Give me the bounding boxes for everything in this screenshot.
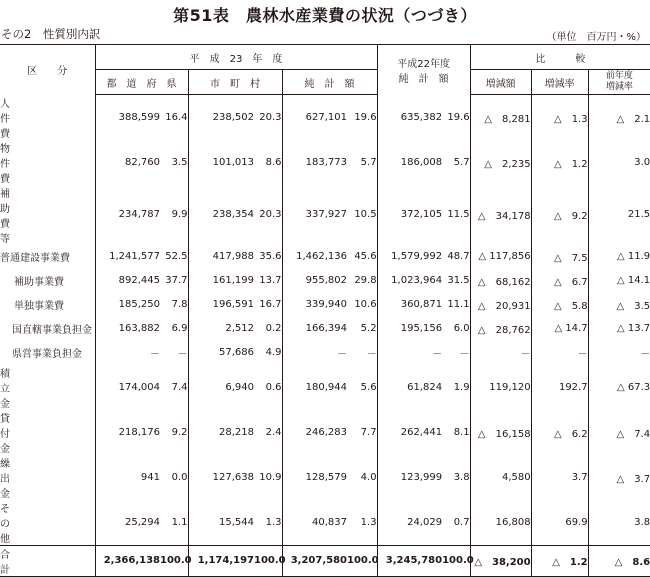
table-row — [0, 410, 650, 455]
cell-diff: △ 34,178 — [470, 185, 531, 245]
table-row — [0, 185, 650, 245]
cell-rate: － — [531, 341, 588, 365]
cell-h22-pct: 11.1 — [447, 299, 470, 310]
cell-h22: － — [377, 341, 442, 365]
header-h23: 平 成 23 年 度 — [95, 45, 377, 70]
cell-muni-pct: 0.6 — [265, 381, 282, 393]
cell-muni: 15,544 — [188, 500, 254, 546]
row-label: 国直轄事業負担金 — [12, 325, 92, 336]
cell-pref-pct: 9.2 — [171, 426, 188, 438]
table-row — [0, 500, 650, 546]
row-label-text: 物 件 費 — [0, 143, 10, 185]
header-net: 純 計 額 — [282, 70, 377, 95]
cell-h22-pct: 11.5 — [447, 209, 470, 220]
cell-net-pct: － — [366, 349, 377, 360]
cell-h22: 195,156 — [377, 317, 442, 341]
cell-muni-pct: 20.3 — [259, 209, 282, 220]
row-label — [0, 410, 95, 455]
cell-net-pct: 5.7 — [360, 156, 377, 168]
cell-net-pct: 4.0 — [360, 471, 377, 483]
row-label-text: 補 助 費 等 — [0, 188, 10, 245]
header-muni: 市 町 村 — [188, 70, 282, 95]
row-label — [0, 185, 95, 245]
cell-muni-pct: 1.3 — [265, 516, 282, 528]
cell-h22-pct: 100.0 — [442, 545, 470, 576]
cell-h22-pct: － — [459, 349, 470, 360]
cell-prev: △ 11.9 — [588, 245, 650, 269]
cell-muni: 238,354 — [188, 185, 254, 245]
cell-prev: 3.0 — [588, 140, 650, 185]
cell-muni-pct: 100.0 — [254, 545, 282, 576]
cell-muni-pct: 2.4 — [265, 426, 282, 438]
cell-rate: 3.7 — [531, 455, 588, 500]
row-label-text: 合 計 — [0, 549, 10, 576]
table-row — [0, 293, 650, 317]
cell-net: 1,462,136 — [282, 245, 347, 269]
cell-muni: 2,512 — [188, 317, 254, 341]
cell-net: 40,837 — [282, 500, 347, 546]
cell-rate: △ 1.2 — [531, 545, 588, 576]
cell-diff: △ 20,931 — [470, 293, 531, 317]
row-label-text: 繰 出 金 — [0, 458, 10, 500]
total-row — [0, 545, 650, 576]
cell-muni: 1,174,197 — [188, 545, 254, 576]
cell-h22: 24,029 — [377, 500, 442, 546]
cell-h22-pct: 3.8 — [453, 471, 470, 483]
page-title: 第51表 農林水産業費の状況（つづき） — [173, 6, 477, 25]
cell-prev: 3.8 — [588, 500, 650, 546]
table-row — [0, 341, 650, 365]
cell-pref-pct: 3.5 — [171, 156, 188, 168]
cell-net-pct: 10.5 — [354, 209, 377, 220]
cell-pref: 218,176 — [95, 410, 160, 455]
header-kubun: 区 分 — [0, 45, 95, 95]
cell-prev: △ 3.7 — [588, 455, 650, 500]
cell-diff: 16,808 — [470, 500, 531, 546]
cell-net-pct: 19.6 — [354, 111, 377, 123]
cell-rate: 192.7 — [531, 365, 588, 410]
cell-muni: 28,218 — [188, 410, 254, 455]
cell-h22: 3,245,780 — [377, 545, 442, 576]
row-label — [0, 140, 95, 185]
cell-muni: 238,502 — [188, 95, 254, 140]
header-h22 — [377, 45, 470, 95]
row-label-text: 人 件 費 — [0, 98, 10, 140]
cell-h22: 360,871 — [377, 293, 442, 317]
cell-h22: 262,441 — [377, 410, 442, 455]
cell-muni-pct: 8.6 — [265, 156, 282, 168]
table-row — [0, 95, 650, 140]
cell-muni: 127,638 — [188, 455, 254, 500]
cell-pref-pct: 100.0 — [160, 545, 188, 576]
row-label: 単独事業費 — [14, 301, 64, 312]
table-row — [0, 269, 650, 293]
cell-h22-pct: 0.7 — [453, 516, 470, 528]
cell-rate: △ 7.5 — [531, 245, 588, 269]
cell-pref: － — [95, 341, 160, 365]
cell-diff: 4,580 — [470, 455, 531, 500]
cell-net: 246,283 — [282, 410, 347, 455]
cell-diff: 119,120 — [470, 365, 531, 410]
cell-muni: 196,591 — [188, 293, 254, 317]
cell-net: 337,927 — [282, 185, 347, 245]
header-prev-rate-1: 前年度 — [605, 71, 633, 81]
cell-rate: 69.9 — [531, 500, 588, 546]
cell-net-pct: 100.0 — [347, 545, 377, 576]
cell-rate: △ 1.3 — [531, 95, 588, 140]
cell-rate: △ 14.7 — [531, 317, 588, 341]
cell-pref: 2,366,138 — [95, 545, 160, 576]
cell-h22-pct: 31.5 — [447, 275, 470, 286]
cell-pref-pct: 37.7 — [165, 275, 188, 286]
cell-muni-pct: 13.7 — [259, 275, 282, 286]
cell-pref: 163,882 — [95, 317, 160, 341]
cell-pref: 1,241,577 — [95, 245, 160, 269]
cell-net: 627,101 — [282, 95, 347, 140]
cell-diff: △ 8,281 — [470, 95, 531, 140]
cell-pref: 234,787 — [95, 185, 160, 245]
page-subtitle: その2 性質別内訳 — [1, 27, 101, 41]
cell-diff: △ 68,162 — [470, 269, 531, 293]
row-label-text: 貸 付 金 — [0, 413, 10, 455]
cell-muni-pct: 4.9 — [265, 347, 282, 358]
cell-prev: △ 67.3 — [588, 365, 650, 410]
cell-pref: 82,760 — [95, 140, 160, 185]
cell-net: 128,579 — [282, 455, 347, 500]
cell-pref-pct: － — [177, 349, 188, 360]
header-prev-rate-2: 増減率 — [605, 82, 633, 92]
cell-diff: － — [470, 341, 531, 365]
cell-pref: 941 — [95, 455, 160, 500]
cell-muni-pct: 20.3 — [259, 111, 282, 123]
header-h22-net: 純 計 額 — [398, 73, 449, 85]
cell-h22: 1,579,992 — [377, 245, 442, 269]
table-row — [0, 365, 650, 410]
cell-prev: △ 14.1 — [588, 269, 650, 293]
cell-net-pct: 5.2 — [360, 323, 377, 334]
cell-pref: 388,599 — [95, 95, 160, 140]
header-prev-rate — [588, 70, 650, 95]
cell-h22-pct: 48.7 — [447, 251, 470, 262]
row-label — [0, 455, 95, 500]
cell-prev: △ 2.1 — [588, 95, 650, 140]
cell-h22: 123,999 — [377, 455, 442, 500]
cell-h22: 372,105 — [377, 185, 442, 245]
cell-rate: △ 5.8 — [531, 293, 588, 317]
cell-muni: 161,199 — [188, 269, 254, 293]
cell-muni: 57,686 — [188, 341, 254, 365]
cell-net-pct: 5.6 — [360, 381, 377, 393]
cell-muni: 6,940 — [188, 365, 254, 410]
cell-h22-pct: 5.7 — [453, 156, 470, 168]
cell-pref: 185,250 — [95, 293, 160, 317]
cell-prev: △ 7.4 — [588, 410, 650, 455]
row-label: 普通建設事業費 — [0, 253, 70, 264]
cell-pref: 174,004 — [95, 365, 160, 410]
unit-note: （単位 百万円・%） — [546, 32, 646, 43]
cell-diff: △ 16,158 — [470, 410, 531, 455]
cell-muni: 417,988 — [188, 245, 254, 269]
cell-net: 3,207,580 — [282, 545, 347, 576]
table-row — [0, 317, 650, 341]
cell-pref: 892,445 — [95, 269, 160, 293]
cell-rate: △ 1.2 — [531, 140, 588, 185]
header-compare: 比 較 — [470, 45, 650, 70]
agriculture-expense-table — [0, 44, 650, 577]
cell-net-pct: 1.3 — [360, 516, 377, 528]
cell-pref-pct: 1.1 — [171, 516, 188, 528]
cell-pref-pct: 7.4 — [171, 381, 188, 393]
cell-net: 183,773 — [282, 140, 347, 185]
cell-pref-pct: 0.0 — [171, 471, 188, 483]
cell-net-pct: 29.8 — [354, 275, 377, 286]
cell-muni-pct: 16.7 — [259, 299, 282, 310]
row-label-text: そ の 他 — [0, 503, 10, 545]
cell-pref-pct: 7.8 — [171, 299, 188, 310]
table-row — [0, 455, 650, 500]
row-label: 県営事業負担金 — [12, 349, 82, 360]
table-row — [0, 245, 650, 269]
table-row — [0, 140, 650, 185]
cell-rate: △ 9.2 — [531, 185, 588, 245]
cell-pref: 25,294 — [95, 500, 160, 546]
cell-pref-pct: 16.4 — [165, 111, 188, 123]
cell-rate: △ 6.2 — [531, 410, 588, 455]
cell-muni-pct: 0.2 — [265, 323, 282, 334]
cell-diff: △ 2,235 — [470, 140, 531, 185]
header-h22-year: 平成22年度 — [397, 58, 450, 70]
cell-prev: △ 3.5 — [588, 293, 650, 317]
cell-net: 180,944 — [282, 365, 347, 410]
cell-muni: 101,013 — [188, 140, 254, 185]
row-label: 補助事業費 — [14, 277, 64, 288]
cell-diff: △ 117,856 — [470, 245, 531, 269]
cell-net-pct: 10.6 — [354, 299, 377, 310]
cell-diff: △ 28,762 — [470, 317, 531, 341]
cell-rate: △ 6.7 — [531, 269, 588, 293]
row-label — [0, 95, 95, 140]
cell-muni-pct: 10.9 — [259, 471, 282, 483]
cell-h22: 186,008 — [377, 140, 442, 185]
row-label — [0, 500, 95, 546]
cell-h22-pct: 1.9 — [453, 381, 470, 393]
cell-h22: 635,382 — [377, 95, 442, 140]
cell-net: － — [282, 341, 347, 365]
cell-muni-pct: 35.6 — [259, 251, 282, 262]
cell-net: 339,940 — [282, 293, 347, 317]
row-label-text: 積 立 金 — [0, 368, 10, 410]
header-pref: 都 道 府 県 — [95, 70, 188, 95]
cell-net-pct: 45.6 — [354, 251, 377, 262]
cell-prev: △ 8.6 — [588, 545, 650, 576]
cell-h22-pct: 8.1 — [453, 426, 470, 438]
cell-net: 166,394 — [282, 317, 347, 341]
cell-h22: 1,023,964 — [377, 269, 442, 293]
cell-h22-pct: 19.6 — [447, 111, 470, 123]
header-diff: 増減額 — [470, 70, 531, 95]
cell-prev: － — [588, 341, 650, 365]
cell-diff: △ 38,200 — [470, 545, 531, 576]
header-rate: 増減率 — [531, 70, 588, 95]
cell-prev: △ 13.7 — [588, 317, 650, 341]
cell-pref-pct: 9.9 — [171, 209, 188, 220]
cell-pref-pct: 52.5 — [165, 251, 188, 262]
cell-prev: 21.5 — [588, 185, 650, 245]
cell-h22: 61,824 — [377, 365, 442, 410]
cell-h22-pct: 6.0 — [453, 323, 470, 334]
row-label — [0, 545, 95, 576]
cell-net: 955,802 — [282, 269, 347, 293]
row-label — [0, 365, 95, 410]
cell-net-pct: 7.7 — [360, 426, 377, 438]
cell-pref-pct: 6.9 — [171, 323, 188, 334]
